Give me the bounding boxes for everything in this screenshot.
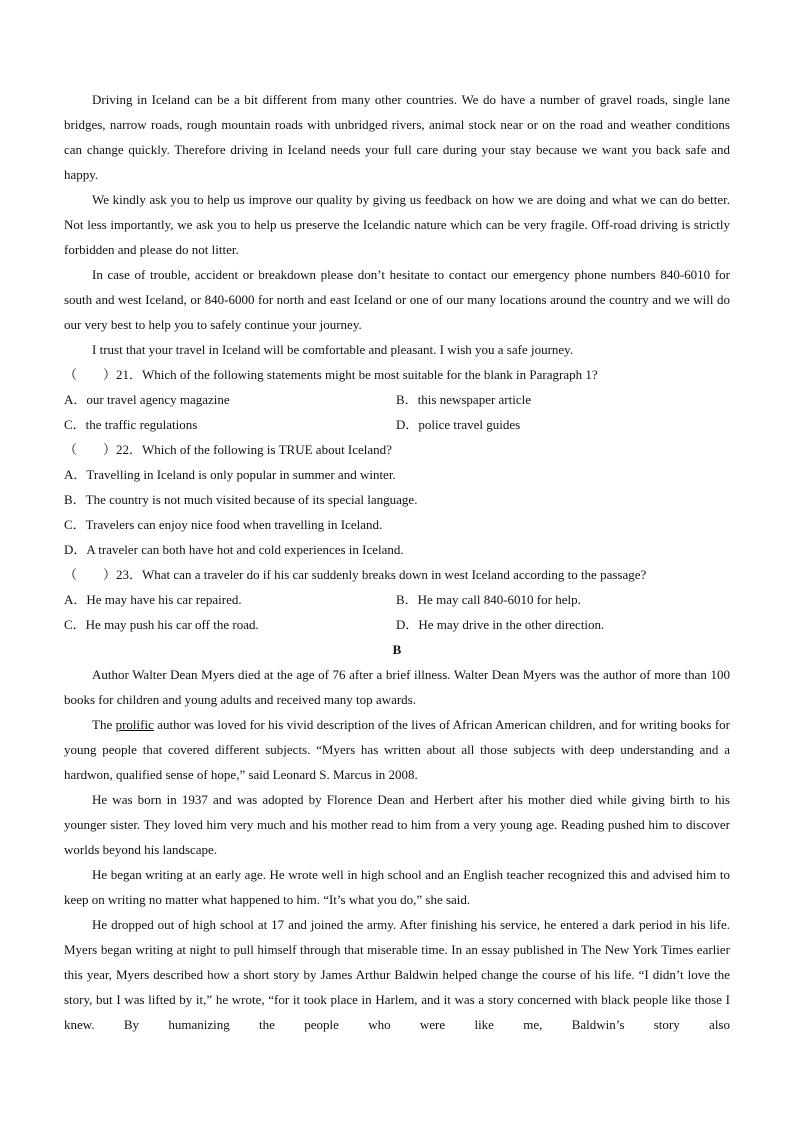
question-21-option-b: B．this newspaper article xyxy=(396,392,532,407)
question-23-stem: （ ）23．What can a traveler do if his car suddenly breaks down in west Iceland according to the passage? xyxy=(64,567,647,582)
question-23-option-d: D．He may drive in the other direction. xyxy=(396,617,605,632)
question-23-option-b: B．He may call 840-6010 for help. xyxy=(396,592,581,607)
question-23-option-c: C．He may push his car off the road. xyxy=(64,617,259,632)
passage-b-paragraph-3: He was born in 1937 and was adopted by Florence Dean and Herbert after his mother died while giving birth to his younger sister. They loved him very much and his mother read to him from a very young age. Reading pushed him to discover worlds beyond his landscape. xyxy=(64,792,730,857)
question-23-option-a: A．He may have his car repaired. xyxy=(64,592,242,607)
question-21-stem: （ ）21．Which of the following statements might be most suitable for the blank in Paragraph 1? xyxy=(64,367,598,382)
document-page xyxy=(64,87,730,1062)
question-21-options-row-1 xyxy=(64,387,730,412)
passage-a-paragraph-4: I trust that your travel in Iceland will be comfortable and pleasant. I wish you a safe journey. xyxy=(92,342,574,357)
passage-b-paragraph-4: He began writing at an early age. He wrote well in high school and an English teacher recognized this and advised him to keep on writing no matter what happened to him. “It’s what you do,” she said. xyxy=(64,867,730,907)
question-23-options-row-1 xyxy=(64,587,730,612)
question-22-option-c: C．Travelers can enjoy nice food when travelling in Iceland. xyxy=(64,517,383,532)
question-21-option-c: C．the traffic regulations xyxy=(64,417,198,432)
passage-b-paragraph-1: Author Walter Dean Myers died at the age of 76 after a brief illness. Walter Dean Myers was the author of more than 100 books for children and young adults and received many top awards. xyxy=(64,667,730,707)
question-21-option-a: A．our travel agency magazine xyxy=(64,392,230,407)
passage-a-paragraph-2: We kindly ask you to help us improve our quality by giving us feedback on how we are doing and what we can do better. Not less importantly, we ask you to help us preserve the Icelandic nature which can be very fragile. Off-road driving is strictly forbidden and please do not litter. xyxy=(64,192,730,257)
passage-b-paragraph-2 xyxy=(64,712,730,787)
section-b-heading: B xyxy=(392,642,402,657)
passage-a-paragraph-1: Driving in Iceland can be a bit different from many other countries. We do have a number of gravel roads, single lane bridges, narrow roads, rough mountain roads with unbridged rivers, animal stock near or on the road and weather conditions can change quickly. Therefore driving in Iceland needs your full care during your stay because we want you back safe and happy. xyxy=(64,92,730,182)
question-22-stem: （ ）22．Which of the following is TRUE about Iceland? xyxy=(64,442,392,457)
question-22-option-b: B．The country is not much visited because of its special language. xyxy=(64,492,418,507)
passage-b-paragraph-5: He dropped out of high school at 17 and joined the army. After finishing his service, he entered a dark period in his life. Myers began writing at night to pull himself through that miserable time. In an essay published in The New York Times earlier this year, Myers described how a short story by James Arthur Baldwin helped change the course of his life. “I didn’t love the story, but I was lifted by it,” he wrote, “for it took place in Harlem, and it was a story concerned with black people like those I knew. By humanizing the people who were like me, Baldwin’s story also xyxy=(64,917,730,1032)
question-23-options-row-2 xyxy=(64,612,730,637)
underlined-word-prolific: prolific xyxy=(115,717,154,732)
passage-b-paragraph-2-start: The xyxy=(92,717,116,732)
question-22-option-d: D．A traveler can both have hot and cold experiences in Iceland. xyxy=(64,542,404,557)
passage-a-paragraph-3: In case of trouble, accident or breakdown please don’t hesitate to contact our emergency phone numbers 840-6010 for south and west Iceland, or 840-6000 for north and east Iceland or one of our many locations around the country and we will do our very best to help you to safely continue your journey. xyxy=(64,267,730,332)
question-21-options-row-2 xyxy=(64,412,730,437)
question-22-option-a: A．Travelling in Iceland is only popular in summer and winter. xyxy=(64,467,396,482)
passage-b-paragraph-2-rest: author was loved for his vivid description of the lives of African American children, and for writing books for young people that covered different subjects. “Myers has written about all those subjects with deep understanding and a hardwon, qualified sense of hope,” said Leonard S. Marcus in 2008. xyxy=(64,717,730,782)
question-21-option-d: D．police travel guides xyxy=(396,417,521,432)
